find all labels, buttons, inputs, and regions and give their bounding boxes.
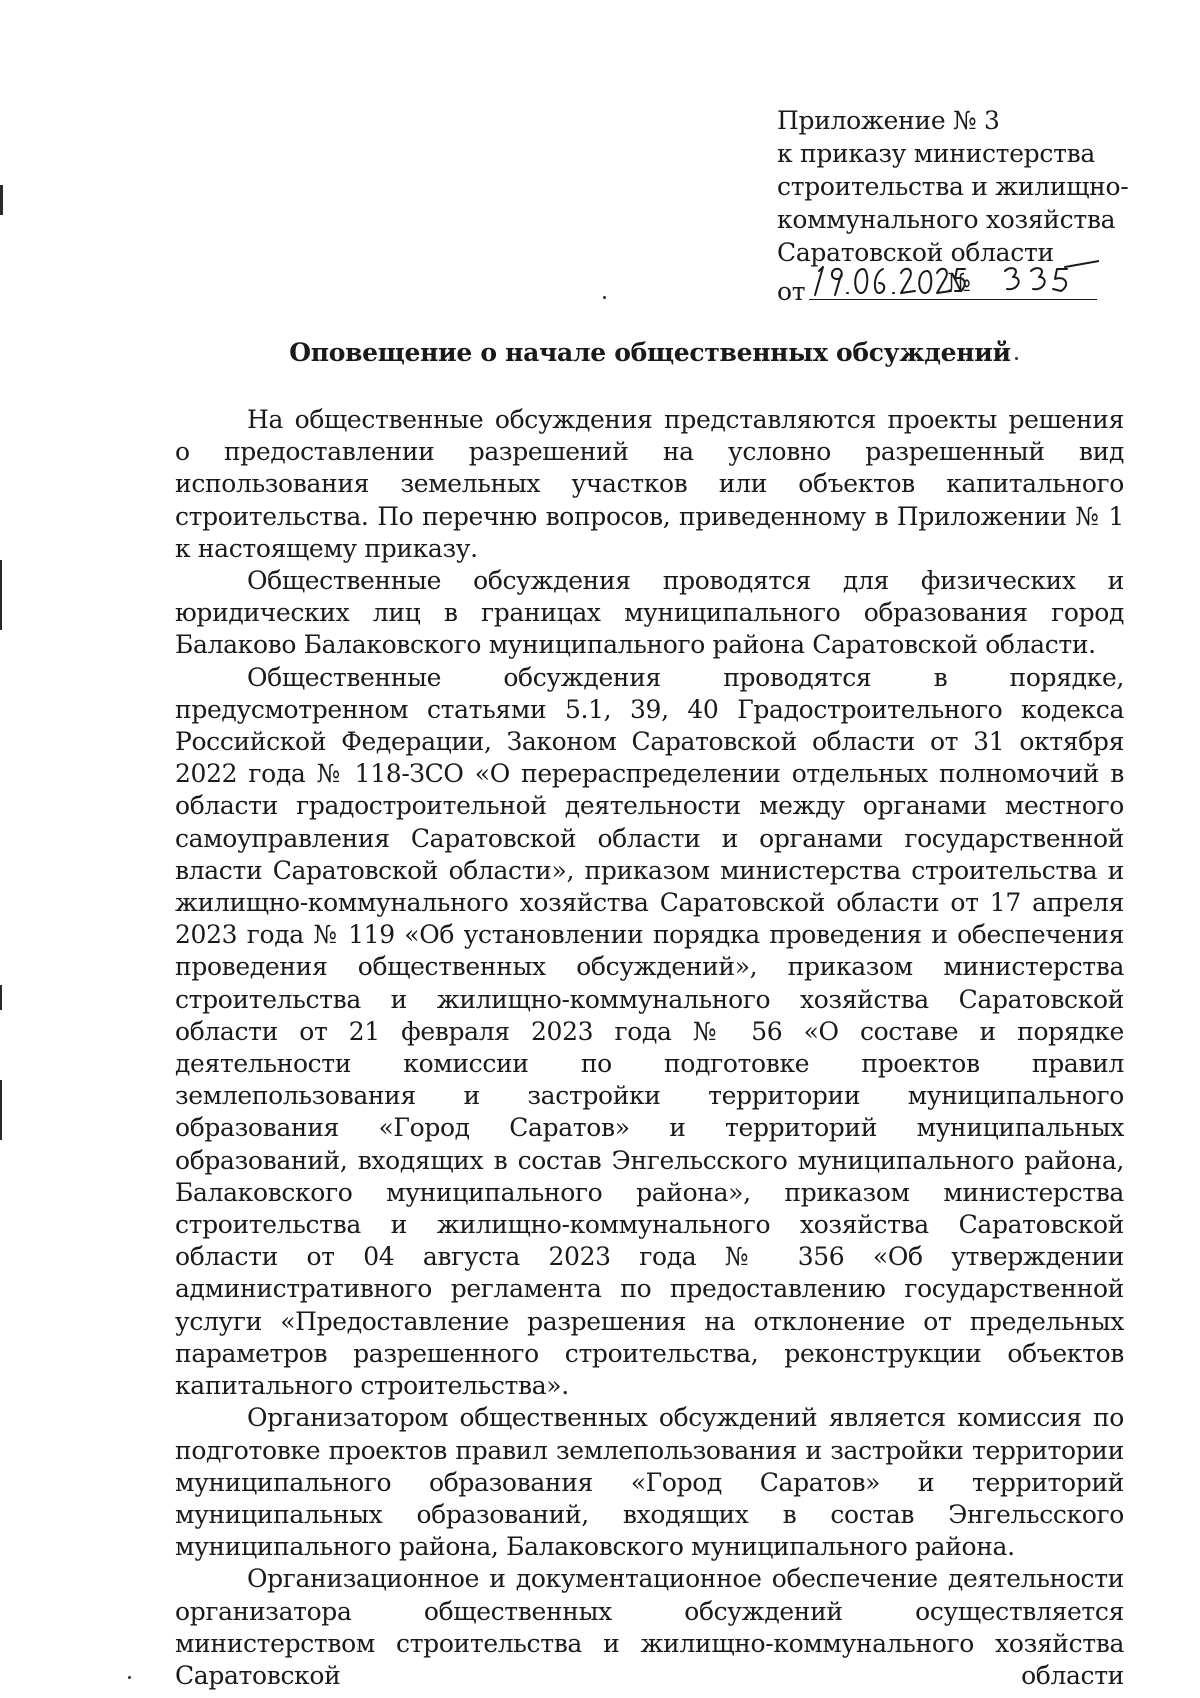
approval-line: Приложение № 3: [777, 106, 1000, 135]
approval-date-line: [777, 269, 1107, 308]
scan-speck: [128, 1676, 131, 1679]
body-paragraph: Общественные обсуждения проводятся в порядке, предусмотренном статьями 5.1, 39, 40 Градостроительного кодекса Российской Федерации, Законом Саратовской области от 31 октября 2022 года № 118-ЗСО «О перераспределении отдельных полномочий в области градостроительной деятельности между органами местного самоуправления Саратовской области и органами государственной власти Саратовской области», приказом министерства строительства и жилищно-коммунального хозяйства Саратовской области от 17 апреля 2023 года № 119 «Об установлении порядка проведения и обеспечения проведения общественных обсуждений», приказом министерства строительства и жилищно-коммунального хозяйства Саратовской области от 21 февраля 2023 года № 56 «О составе и порядке деятельности комиссии по подготовке проектов правил землепользования и застройки территории муниципального образования «Город Саратов» и территорий муниципальных образований, входящих в состав Энгельсского муниципального района, Балаковского муниципального района», приказом министерства строительства и жилищно-коммунального хозяйства Саратовской области от 04 августа 2023 года № 356 «Об утверждении административного регламента по предоставлению государственной услуги «Предоставление разрешения на отклонение от предельных параметров разрешенного строительства, реконструкции объектов капитального строительства».: [175, 662, 1124, 1401]
approval-line: Саратовской области: [777, 238, 1054, 267]
approval-line: к приказу министерства: [777, 139, 1095, 168]
scan-edge-mark: [0, 560, 2, 630]
document-title: Оповещение о начале общественных обсуждений: [289, 338, 1011, 367]
scan-speck: [603, 296, 606, 299]
scan-edge-mark: [0, 185, 3, 215]
body-paragraph: Организационное и документационное обеспечение деятельности организатора общественных обсуждений осуществляется министерством строительства и жилищно-коммунального хозяйства Саратовской области: [175, 1564, 1124, 1690]
signature-field: [809, 269, 1097, 300]
date-prefix: от: [777, 277, 806, 306]
body-paragraph: На общественные обсуждения представляются проекты решения о предоставлении разрешений на условно разрешенный вид использования земельных участков или объектов капитального строительства. По перечню вопросов, приведенному в Приложении № 1 к настоящему приказу.: [175, 405, 1124, 563]
approval-line: строительства и жилищно-: [777, 172, 1129, 201]
body-paragraph: Организатором общественных обсуждений является комиссия по подготовке проектов правил землепользования и застройки территории муниципального образования «Город Саратов» и территорий муниципальных образований, входящих в состав Энгельсского муниципального района, Балаковского муниципального района.: [175, 1403, 1124, 1562]
approval-line: коммунального хозяйства: [777, 205, 1116, 234]
document-body: [175, 404, 1124, 1692]
number-sign: №: [947, 268, 971, 297]
scan-edge-mark: [0, 985, 2, 1010]
scan-edge-mark: [0, 1080, 2, 1140]
approval-block: [777, 104, 1129, 308]
body-paragraph: Общественные обсуждения проводятся для физических и юридических лиц в границах муниципального образования город Балаково Балаковского муниципального района Саратовской области.: [175, 566, 1124, 660]
